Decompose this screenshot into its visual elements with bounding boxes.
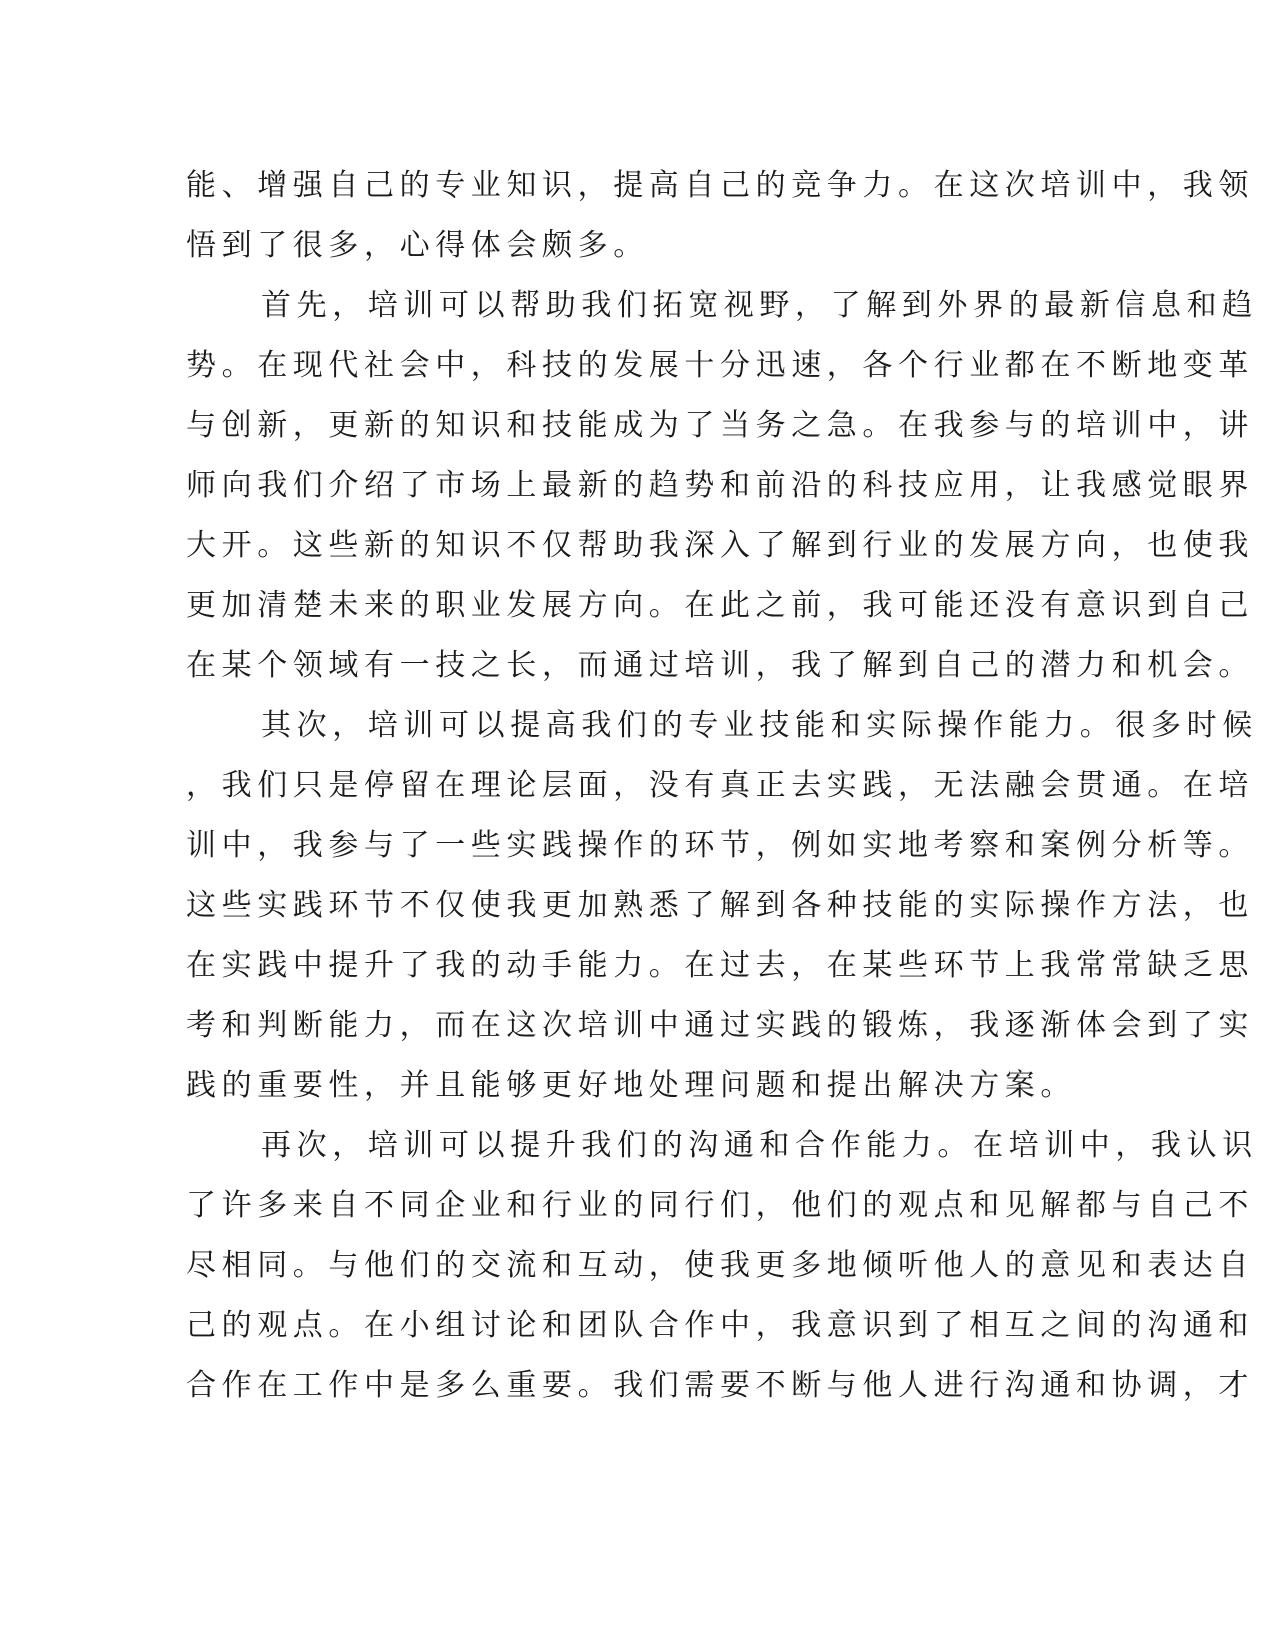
text-line: 能、增强自己的专业知识，提高自己的竞争力。在这次培训中，我领 xyxy=(186,168,1254,203)
text-line: 考和判断能力，而在这次培训中通过实践的锻炼，我逐渐体会到了实 xyxy=(186,1008,1254,1043)
text-line: 训中，我参与了一些实践操作的环节，例如实地考察和案例分析等。 xyxy=(186,828,1254,863)
text-line: 与创新，更新的知识和技能成为了当务之急。在我参与的培训中，讲 xyxy=(186,408,1254,443)
paragraph-first-line: 再次，培训可以提升我们的沟通和合作能力。在培训中，我认识 xyxy=(261,1128,1258,1163)
text-line: 师向我们介绍了市场上最新的趋势和前沿的科技应用，让我感觉眼界 xyxy=(186,468,1254,503)
text-line: 己的观点。在小组讨论和团队合作中，我意识到了相互之间的沟通和 xyxy=(186,1308,1254,1343)
text-line: 合作在工作中是多么重要。我们需要不断与他人进行沟通和协调，才 xyxy=(186,1368,1254,1403)
text-line: 尽相同。与他们的交流和互动，使我更多地倾听他人的意见和表达自 xyxy=(186,1248,1254,1283)
text-line: 更加清楚未来的职业发展方向。在此之前，我可能还没有意识到自己 xyxy=(186,588,1254,623)
text-line: 这些实践环节不仅使我更加熟悉了解到各种技能的实际操作方法，也 xyxy=(186,888,1254,923)
text-line: 大开。这些新的知识不仅帮助我深入了解到行业的发展方向，也使我 xyxy=(186,528,1254,563)
text-line: 在某个领域有一技之长，而通过培训，我了解到自己的潜力和机会。 xyxy=(186,648,1254,683)
text-line: 践的重要性，并且能够更好地处理问题和提出解决方案。 xyxy=(186,1068,1076,1103)
text-line: 悟到了很多，心得体会颇多。 xyxy=(186,228,649,263)
text-line: 在实践中提升了我的动手能力。在过去，在某些环节上我常常缺乏思 xyxy=(186,948,1254,983)
text-line: 了许多来自不同企业和行业的同行们，他们的观点和见解都与自己不 xyxy=(186,1188,1254,1223)
body-text xyxy=(186,156,1258,1416)
paragraph-first-line: 首先，培训可以帮助我们拓宽视野，了解到外界的最新信息和趋 xyxy=(261,288,1258,323)
text-line: 势。在现代社会中，科技的发展十分迅速，各个行业都在不断地变革 xyxy=(186,348,1254,383)
text-line: ，我们只是停留在理论层面，没有真正去实践，无法融会贯通。在培 xyxy=(186,768,1254,803)
paragraph-first-line: 其次，培训可以提高我们的专业技能和实际操作能力。很多时候 xyxy=(261,708,1258,743)
